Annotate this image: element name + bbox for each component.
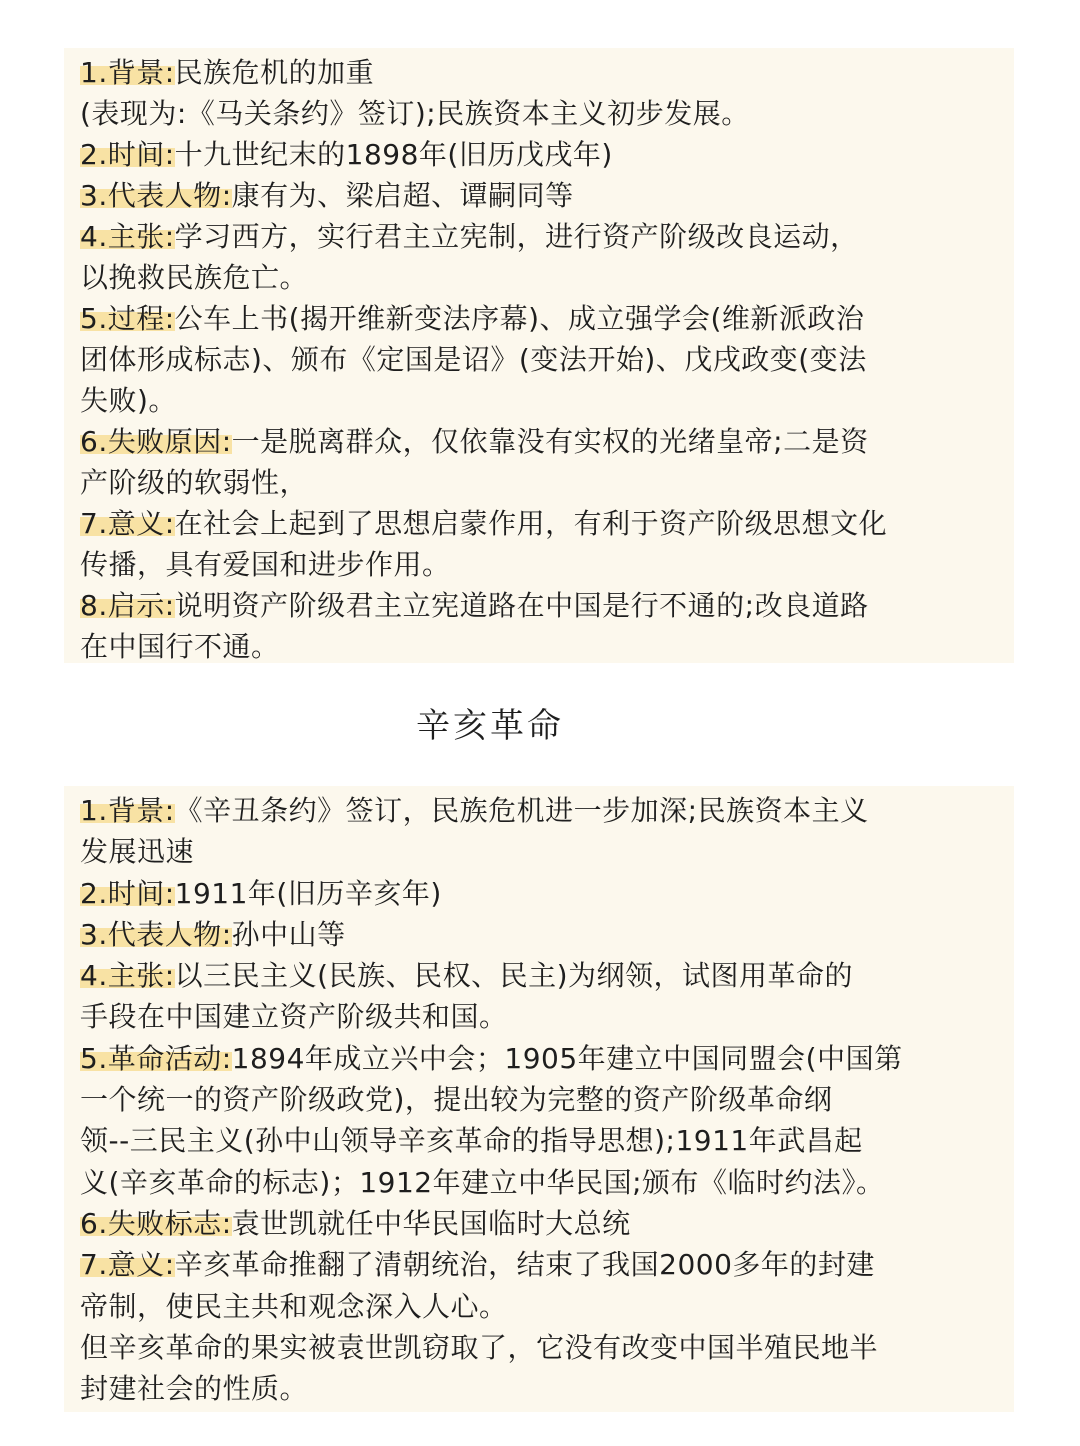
note-text: 说明资产阶级君主立宪道路在中国是行不通的;改良道路 [174, 589, 869, 622]
note-text: 在社会上起到了思想启蒙作用，有利于资产阶级思想文化 [174, 507, 888, 540]
note-line [80, 914, 1004, 955]
note-text: 封建社会的性质。 [80, 1372, 309, 1406]
highlighted-label: 7.意义: [80, 507, 175, 540]
note-text: 十九世纪末的1898年(旧历戊戌年) [174, 138, 613, 171]
note-line [80, 544, 1004, 585]
note-text: 民族危机的加重 [174, 56, 375, 89]
note-text: 但辛亥革命的果实被袁世凯窃取了，它没有改变中国半殖民地半 [80, 1330, 879, 1364]
note-line [80, 421, 1004, 462]
note-text: 领--三民主义(孙中山领导辛亥革命的指导思想);1911年武昌起 [80, 1124, 863, 1158]
note-text: 帝制，使民主共和观念深入人心。 [80, 1289, 508, 1323]
note-text: 以三民主义(民族、民权、民主)为纲领，试图用革命的 [174, 959, 854, 993]
note-line [80, 1120, 1004, 1161]
note-line [80, 1327, 1004, 1368]
note-line [80, 134, 1004, 175]
note-line [80, 790, 1004, 831]
highlighted-label: 7.意义: [80, 1248, 175, 1282]
highlighted-label: 3.代表人物: [80, 917, 232, 951]
note-line [80, 1368, 1004, 1409]
note-text: 产阶级的软弱性， [80, 466, 309, 499]
note-line [80, 1203, 1004, 1244]
note-text: 1911年(旧历辛亥年) [174, 876, 442, 910]
note-line [80, 52, 1004, 93]
note-text: 团体形成标志)、颁布《定国是诏》(变法开始)、戊戌政变(变法 [80, 343, 867, 376]
note-line [80, 585, 1004, 626]
note-text: 康有为、梁启超、谭嗣同等 [231, 179, 574, 212]
note-text: 在中国行不通。 [80, 630, 280, 663]
note-text: 失败)。 [80, 384, 177, 417]
highlighted-label: 3.代表人物: [80, 179, 232, 212]
notes-card-xinhai [64, 786, 1014, 1412]
note-line [80, 216, 1004, 257]
note-line [80, 955, 1004, 996]
note-line [80, 831, 1004, 872]
note-text: 发展迅速 [80, 835, 195, 869]
note-text: 学习西方，实行君主立宪制，进行资产阶级改良运动， [174, 220, 859, 253]
note-text: 义(辛亥革命的标志)；1912年建立中华民国;颁布《临时约法》。 [80, 1165, 885, 1199]
note-text: 《辛丑条约》签订，民族危机进一步加深;民族资本主义 [174, 794, 869, 827]
highlighted-label: 6.失败原因: [80, 425, 232, 458]
highlighted-label: 5.革命活动: [80, 1041, 232, 1075]
note-text: 1894年成立兴中会；1905年建立中国同盟会(中国第 [231, 1041, 903, 1075]
note-text: 以挽救民族危亡。 [80, 261, 309, 294]
note-text: 一是脱离群众，仅依靠没有实权的光绪皇帝;二是资 [231, 425, 869, 458]
note-line [80, 1079, 1004, 1120]
note-line [80, 1162, 1004, 1203]
note-text: 辛亥革命推翻了清朝统治，结束了我国2000多年的封建 [174, 1248, 875, 1282]
note-text: 公车上书(揭开维新变法序幕)、成立强学会(维新派政治 [174, 302, 865, 335]
note-line [80, 257, 1004, 298]
notes-card-wuxu [64, 48, 1014, 663]
note-line [80, 339, 1004, 380]
note-line [80, 93, 1004, 134]
note-line [80, 1038, 1004, 1079]
highlighted-label: 1.背景: [80, 56, 175, 89]
highlighted-label: 6.失败标志: [80, 1206, 232, 1240]
note-line [80, 1244, 1004, 1285]
note-text: (表现为:《马关条约》签订);民族资本主义初步发展。 [80, 97, 750, 130]
note-text: 孙中山等 [231, 917, 346, 951]
note-line [80, 175, 1004, 216]
note-line [80, 626, 1004, 667]
note-line [80, 996, 1004, 1037]
note-line [80, 462, 1004, 503]
note-text: 一个统一的资产阶级政党)，提出较为完整的资产阶级革命纲 [80, 1083, 833, 1117]
note-line [80, 873, 1004, 914]
highlighted-label: 8.启示: [80, 589, 175, 622]
note-line [80, 503, 1004, 544]
highlighted-label: 2.时间: [80, 876, 175, 910]
note-text: 手段在中国建立资产阶级共和国。 [80, 1000, 508, 1034]
highlighted-label: 5.过程: [80, 302, 175, 335]
highlighted-label: 1.背景: [80, 794, 175, 827]
highlighted-label: 4.主张: [80, 220, 175, 253]
note-text: 袁世凯就任中华民国临时大总统 [231, 1206, 631, 1240]
note-text: 传播，具有爱国和进步作用。 [80, 548, 451, 581]
note-line [80, 298, 1004, 339]
note-line [80, 1286, 1004, 1327]
note-line [80, 380, 1004, 421]
highlighted-label: 4.主张: [80, 959, 175, 993]
highlighted-label: 2.时间: [80, 138, 175, 171]
section-title-xinhai: 辛亥革命 [416, 706, 564, 746]
